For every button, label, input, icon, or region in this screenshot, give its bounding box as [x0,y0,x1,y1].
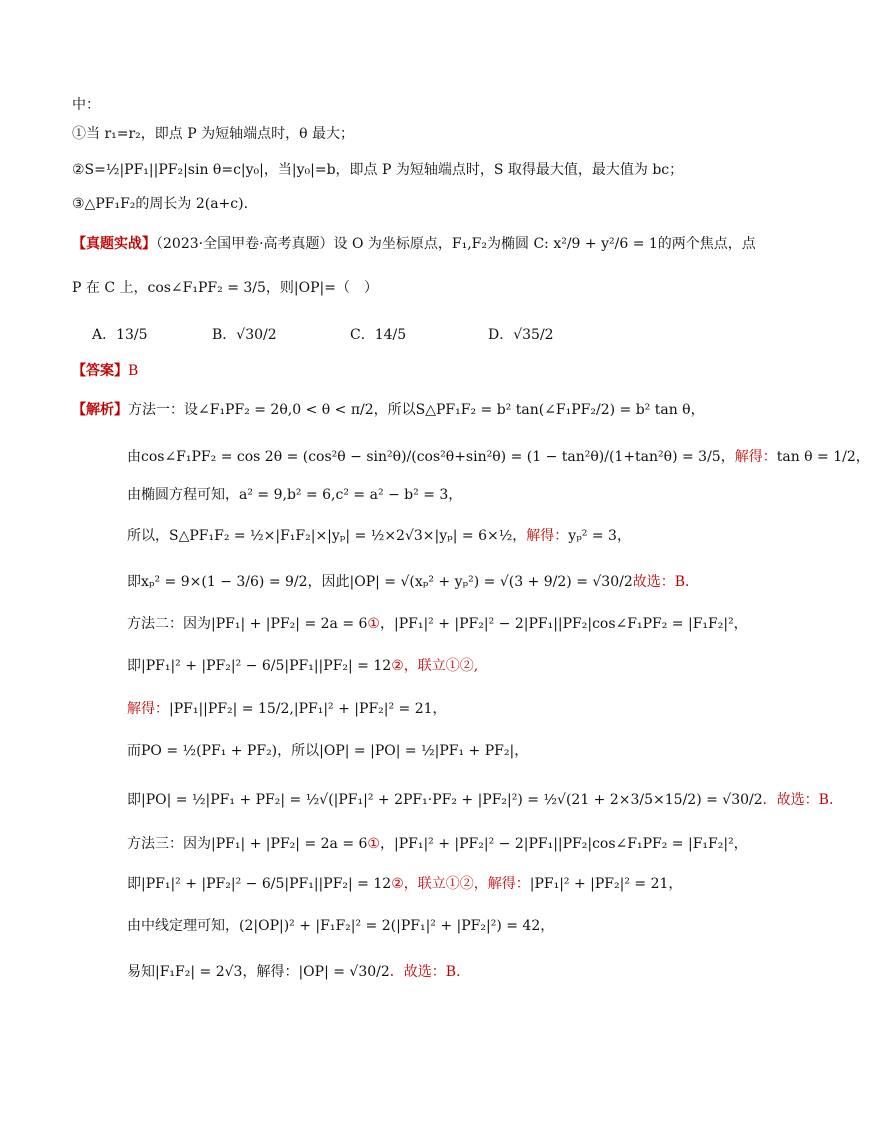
analysis-text-7a: 即|PF₁|² + |PF₂|² − 6/5|PF₁||PF₂| = 12 [127,658,392,674]
analysis-text-11a: 方法三：因为|PF₁| + |PF₂| = 2a = 6 [127,836,368,852]
analysis-text-1: 方法一：设∠F₁PF₂ = 2θ,0 < θ < π/2，所以S△PF₁F₂ = b² tan(∠F₁PF₂/2) = b² tan θ， [128,402,705,418]
analysis-text-4c: yₚ² = 3， [568,528,631,544]
option-b: B．√30/2 [212,327,277,343]
analysis-text-2b: 解得： [734,449,777,465]
answer-value: B [128,363,139,379]
analysis-text-6b: ① [367,616,380,632]
analysis-text-14a: 易知|F₁F₂| = 2√3，解得：|OP| = √30/2 [127,964,390,980]
intro-item-2: ②S=½|PF₁||PF₂|sin θ=c|y₀|，当|y₀|=b，即点 P 为短轴端点时，S 取得最大值，最大值为 bc； [72,162,684,178]
analysis-text-10a: 即|PO| = ½|PF₁ + PF₂| = ½√(|PF₁|² + 2PF₁·PF₂ + |PF₂|²) = ½√(21 + 2×3/5×15/2) = √30/2 [127,792,763,808]
option-c: C．14/5 [350,327,407,343]
analysis-line-4 [127,526,631,546]
analysis-text-4b: 解得： [526,528,569,544]
analysis-line-3: 由椭圆方程可知，a² = 9,b² = 6,c² = a² − b² = 3， [127,487,463,503]
analysis-line-11 [127,834,748,854]
analysis-text-11b: ① [367,836,380,852]
problem-line-1 [72,234,756,254]
analysis-line-6 [127,614,748,634]
analysis-text-12b: ②，联立①②，解得： [391,876,530,892]
problem-text-1: （2023·全国甲卷·高考真题）设 O 为坐标原点，F₁,F₂为椭圆 C: x²/9 + y²/6 = 1的两个焦点，点 [156,236,756,252]
analysis-tag: 【解析】 [72,402,128,418]
answer-line [72,361,138,381]
analysis-text-10b: ．故选：B． [762,792,843,808]
analysis-text-14b: ．故选：B． [389,964,471,980]
analysis-line-5 [127,572,699,592]
analysis-text-6a: 方法二：因为|PF₁| + |PF₂| = 2a = 6 [127,616,368,632]
analysis-line-9: 而PO = ½(PF₁ + PF₂)，所以|OP| = |PO| = ½|PF₁ + PF₂|， [127,743,529,759]
analysis-line-2 [127,447,870,467]
analysis-text-5a: 即xₚ² = 9×(1 − 3/6) = 9/2，因此|OP| = √(xₚ² + yₚ²) = √(3 + 9/2) = √30/2 [127,574,633,590]
analysis-text-12a: 即|PF₁|² + |PF₂|² − 6/5|PF₁||PF₂| = 12 [127,876,392,892]
intro-heading: 中： [72,97,100,113]
analysis-line-8 [127,699,447,719]
analysis-text-4a: 所以，S△PF₁F₂ = ½×|F₁F₂|×|yₚ| = ½×2√3×|yₚ| = 6×½， [127,528,527,544]
analysis-line-10 [127,790,843,810]
analysis-text-5b: 故选：B． [632,574,700,590]
problem-tag: 【真题实战】 [72,236,156,252]
analysis-text-8b: |PF₁||PF₂| = 15/2,|PF₁|² + |PF₂|² = 21， [169,701,447,717]
analysis-line-13: 由中线定理可知，(2|OP|)² + |F₁F₂|² = 2(|PF₁|² + |PF₂|²) = 42， [127,918,555,934]
problem-line-2: P 在 C 上，cos∠F₁PF₂ = 3/5，则|OP|=（ ） [72,280,378,296]
analysis-text-12c: |PF₁|² + |PF₂|² = 21， [529,876,683,892]
intro-item-3: ③△PF₁F₂的周长为 2(a+c). [72,196,249,212]
analysis-text-8a: 解得： [127,701,169,717]
analysis-line-7 [127,656,478,676]
analysis-line-14 [127,962,470,982]
analysis-text-6c: ，|PF₁|² + |PF₂|² − 2|PF₁||PF₂|cos∠F₁PF₂ = |F₁F₂|²， [379,616,748,632]
intro-item-1: ①当 r₁=r₂，即点 P 为短轴端点时，θ 最大； [72,126,354,142]
analysis-line-12 [127,874,682,894]
analysis-text-7b: ②，联立①②, [391,658,479,674]
analysis-line-1 [72,400,705,420]
analysis-text-11c: ，|PF₁|² + |PF₂|² − 2|PF₁||PF₂|cos∠F₁PF₂ = |F₁F₂|²， [379,836,748,852]
option-a: A．13/5 [92,327,148,343]
analysis-text-2a: 由cos∠F₁PF₂ = cos 2θ = (cos²θ − sin²θ)/(cos²θ+sin²θ) = (1 − tan²θ)/(1+tan²θ) = 3/5， [127,449,735,465]
analysis-text-2c: tan θ = 1/2， [776,449,870,465]
option-d: D．√35/2 [488,327,554,343]
answer-tag: 【答案】 [72,363,128,379]
